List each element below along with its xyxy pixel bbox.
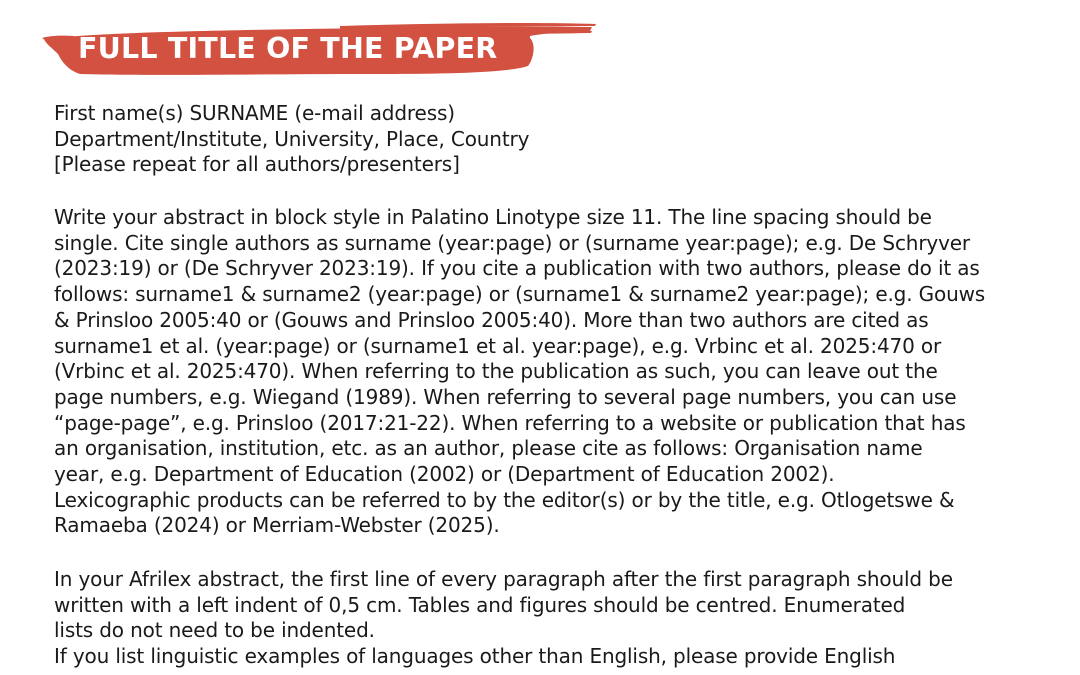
author-name-line: First name(s) SURNAME (e-mail address) xyxy=(54,101,455,125)
text-line: In your Afrilex abstract, the first line of every paragraph after the first paragraph should be xyxy=(54,567,953,591)
text-line: follows: surname1 & surname2 (year:page) or (surname1 & surname2 year:page); e.g. Gouws xyxy=(54,282,986,307)
text-line: year, e.g. Department of Education (2002) or (Department of Education 2002). xyxy=(54,462,835,487)
abstract-paragraph-2 xyxy=(54,567,1044,670)
text-line: page numbers, e.g. Wiegand (1989). When referring to several page numbers, you can use xyxy=(54,384,957,409)
text-line: lists do not need to be indented. xyxy=(54,618,375,643)
text-line: & Prinsloo 2005:40 or (Gouws and Prinsloo 2005:40). More than two authors are cited as xyxy=(54,307,929,332)
text-line: “page-page”, e.g. Prinsloo (2017:21-22). When referring to a website or publication that has xyxy=(54,410,966,435)
title-banner xyxy=(40,22,600,84)
text-line: written with a left indent of 0,5 cm. Tables and figures should be centred. Enumerated xyxy=(54,592,906,617)
text-line: (2023:19) or (De Schryver 2023:19). If you cite a publication with two authors, please do it as xyxy=(54,256,980,281)
text-line: Write your abstract in block style in Palatino Linotype size 11. The line spacing should be xyxy=(54,205,932,229)
text-line: single. Cite single authors as surname (year:page) or (surname year:page); e.g. De Schryver xyxy=(54,230,970,255)
author-repeat-note: [Please repeat for all authors/presenters] xyxy=(54,152,460,176)
text-line: If you list linguistic examples of languages other than English, please provide English xyxy=(54,644,896,669)
author-affiliation-line: Department/Institute, University, Place, Country xyxy=(54,126,530,151)
text-line: an organisation, institution, etc. as an author, please cite as follows: Organisation name xyxy=(54,436,923,461)
text-line: Ramaeba (2024) or Merriam-Webster (2025). xyxy=(54,513,500,538)
text-line: Lexicographic products can be referred to by the editor(s) or by the title, e.g. Otlogetswe & xyxy=(54,487,955,512)
text-line: surname1 et al. (year:page) or (surname1 et al. year:page), e.g. Vrbinc et al. 2025:470 or xyxy=(54,333,942,358)
paper-title: FULL TITLE OF THE PAPER xyxy=(78,32,498,65)
author-info xyxy=(54,101,1044,178)
abstract-paragraph-1 xyxy=(54,205,1044,539)
text-line: (Vrbinc et al. 2025:470). When referring to the publication as such, you can leave out the xyxy=(54,359,938,384)
